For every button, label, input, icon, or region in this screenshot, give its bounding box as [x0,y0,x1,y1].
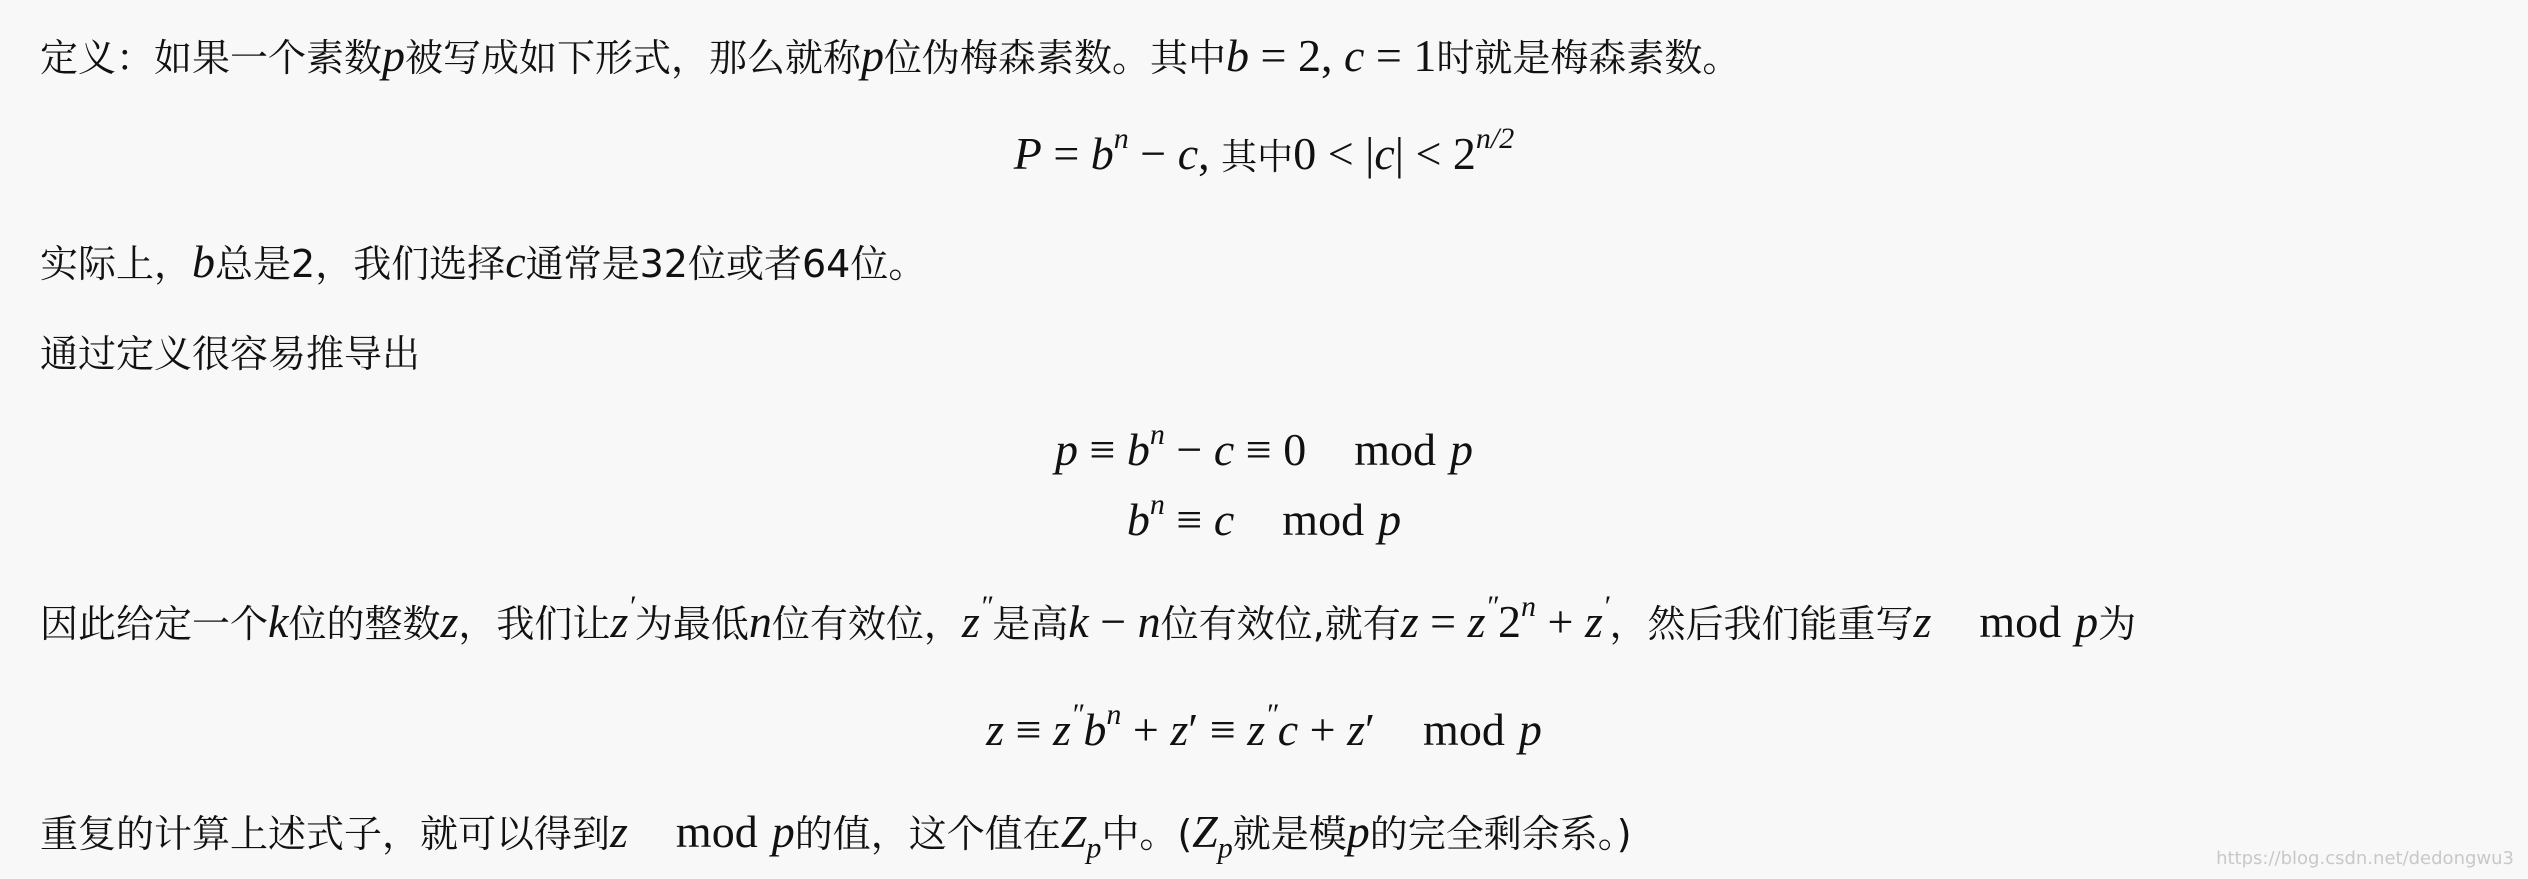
pseudo-mersenne-formula: P = bn − c, 其中0 < |c| < 2n/2 [1013,122,1515,179]
derivation-intro: 通过定义很容易推导出 [40,332,421,376]
rewrite-formula: z ≡ z″bn + z′ ≡ z″c + z′ mod p [986,698,1542,755]
definition-paragraph: 定义：如果一个素数p被写成如下形式，那么就称p位伪梅森素数。其中b = 2, c = 1时就是梅森素数。 [40,30,1741,81]
remark-paragraph: 实际上，b总是2，我们选择c通常是32位或者64位。 [40,236,927,287]
congruence-line-1: p ≡ bn − c ≡ 0 mod p [1054,418,1474,475]
reduction-paragraph: 因此给定一个k位的整数z，我们让z′为最低n位有效位，z″是高k − n位有效位,就有$z = z''2^n + z'$，然后我们能重写z mod p为 [40,590,2137,647]
congruence-line-2: bn ≡ c mod p [1126,488,1402,545]
watermark: https://blog.csdn.net/dedongwu3 [2216,848,2514,869]
conclusion-paragraph: 重复的计算上述式子，就可以得到z mod p的值，这个值在$Z_p$中。($Z_p$就是模p的完全剩余系。) [40,806,1632,865]
